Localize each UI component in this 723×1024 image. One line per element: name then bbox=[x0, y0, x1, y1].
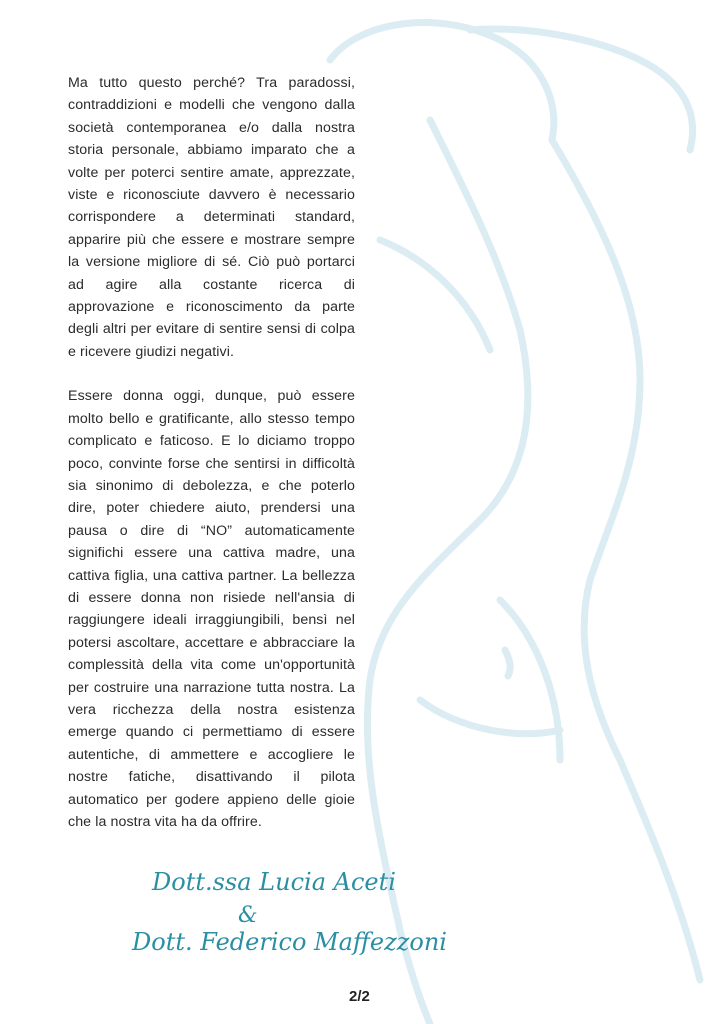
paragraph-2: Essere donna oggi, dunque, può essere molto bello e gratificante, allo stesso tempo complicato e faticoso. E lo diciamo troppo poco, convinte forse che sentirsi in difficoltà sia sinonimo di debolezza, e che poterlo dire, poter chiedere aiuto, prendersi una pausa o dire di “NO” automaticamente significhi essere una cattiva madre, una cattiva figlia, una cattiva partner. La bellezza di essere donna non risiede nell'ansia di raggiungere ideali irraggiungibili, bensì nel potersi ascoltare, accettare e abbracciare la complessità della vita come un'opportunità per costruire una narrazione tutta nostra. La vera ricchezza della nostra esistenza emerge quando ci permettiamo di essere autentiche, di ammettere e accogliere le nostre fatiche, disattivando il pilota automatico per godere appieno delle gioie che la nostra vita ha da offrire. bbox=[68, 388, 355, 830]
article-body bbox=[68, 72, 355, 855]
page-number: 2/2 bbox=[349, 988, 370, 1005]
paragraph-1: Ma tutto questo perché? Tra paradossi, contraddizioni e modelli che vengono dalla società contemporanea e/o dalla nostra storia personale, abbiamo imparato che a volte per poterci sentire amate, apprezzate, viste e riconosciute davvero è necessario corrispondere a determinati standard, apparire più che essere e mostrare sempre la versione migliore di sé. Ciò può portarci ad agire alla costante ricerca di approvazione e riconoscimento da parte degli altri per evitare di sentire sensi di colpa e ricevere giudizi negativi. bbox=[68, 75, 355, 360]
signature-author-2: Dott. Federico Maffezzoni bbox=[132, 928, 447, 956]
signature-author-1: Dott.ssa Lucia Aceti bbox=[152, 868, 396, 896]
signature-ampersand: & bbox=[238, 903, 258, 928]
